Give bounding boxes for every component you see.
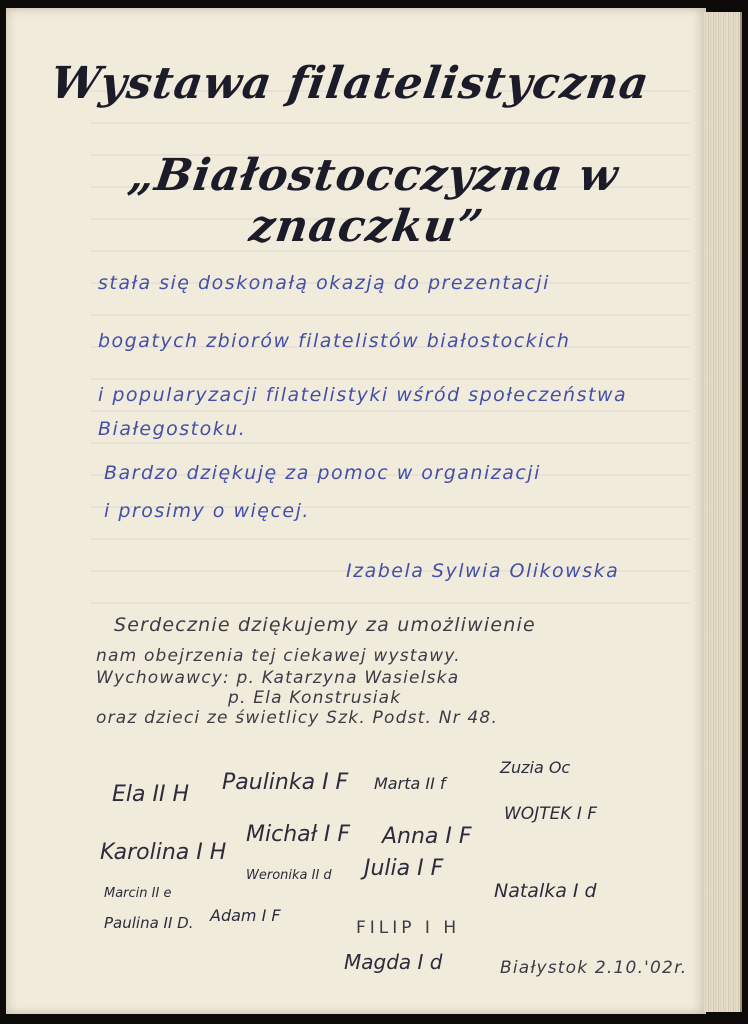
child-signature: Marta II f xyxy=(374,774,446,793)
exhibition-title: Wystawa filatelistyczna xyxy=(47,58,653,109)
message2-line: nam obejrzenia tej ciekawej wystawy. xyxy=(96,646,461,666)
place-date: Białystok 2.10.'02r. xyxy=(500,958,688,978)
child-signature: Magda I d xyxy=(344,950,443,974)
message1-line: Białegostoku. xyxy=(98,418,247,440)
child-signature: Zuzia Oc xyxy=(500,758,571,777)
message2-line: Serdecznie dziękujemy za umożliwienie xyxy=(114,614,536,636)
message2-line: oraz dzieci ze świetlicy Szk. Podst. Nr 48. xyxy=(96,708,499,728)
child-signature: Julia I F xyxy=(364,856,444,881)
message1-signature: Izabela Sylwia Olikowska xyxy=(346,560,620,582)
child-signature: Ela II H xyxy=(112,782,189,807)
child-signature: Natalka I d xyxy=(494,880,597,902)
message1-line: i prosimy o więcej. xyxy=(104,500,310,522)
message1-line: stała się doskonałą okazją do prezentacji xyxy=(98,272,550,294)
child-signature: Michał I F xyxy=(246,822,351,847)
message1-line: bogatych zbiorów filatelistów białostockich xyxy=(98,330,571,352)
message1-line: i popularyzacji filatelistyki wśród społeczeństwa xyxy=(98,384,628,406)
child-signature: FILIP I H xyxy=(356,918,461,938)
message2-line: Wychowawcy: p. Katarzyna Wasielska xyxy=(96,668,460,688)
child-signature: Anna I F xyxy=(382,824,472,849)
child-signature: Adam I F xyxy=(210,906,281,925)
child-signature: Karolina I H xyxy=(100,840,227,865)
exhibition-subtitle: „Białostocczyzna w znaczku” xyxy=(125,150,622,252)
message1-line: Bardzo dziękuję za pomoc w organizacji xyxy=(104,462,541,484)
child-signature: Paulinka I F xyxy=(222,770,349,795)
child-signature: WOJTEK I F xyxy=(504,804,598,824)
child-signature: Paulina II D. xyxy=(104,914,194,932)
child-signature: Marcin II e xyxy=(104,886,172,901)
message2-line: p. Ela Konstrusiak xyxy=(228,688,402,708)
child-signature: Weronika II d xyxy=(246,868,332,883)
